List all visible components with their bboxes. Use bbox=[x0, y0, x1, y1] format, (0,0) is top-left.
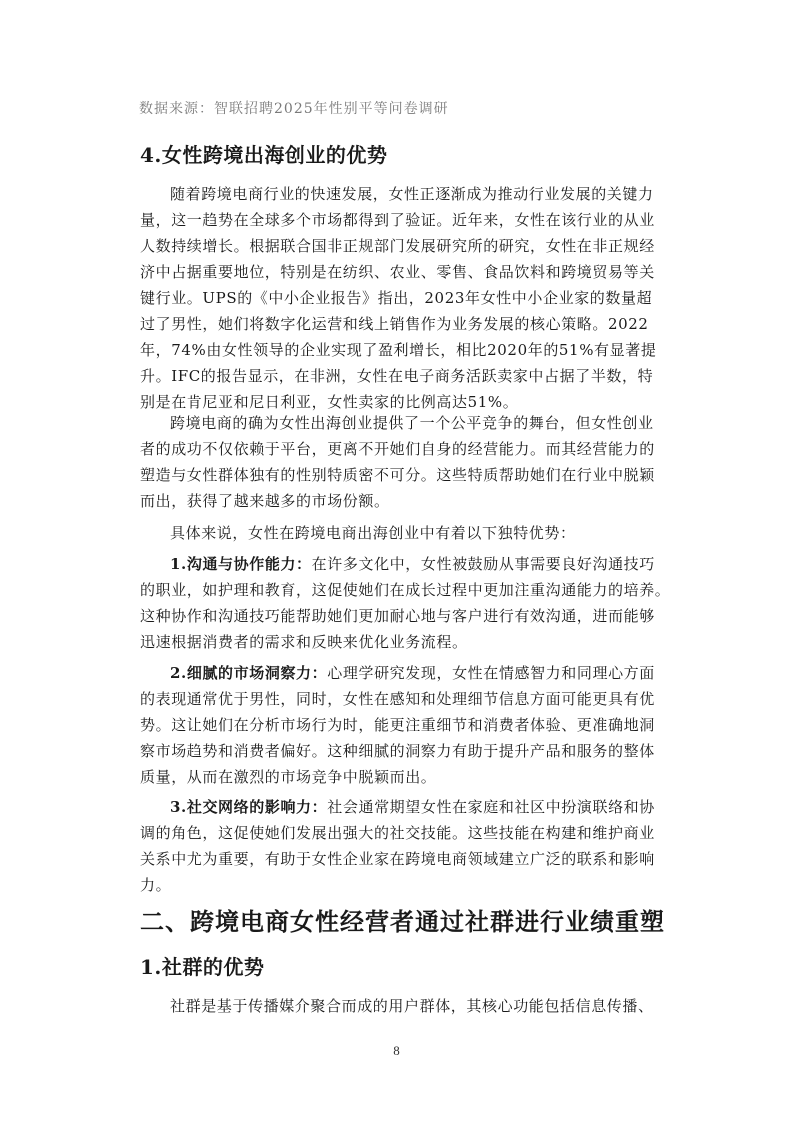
text-line bbox=[140, 660, 660, 686]
text-line: 具体来说，女性在跨境电商出海创业中有着以下独特优势： bbox=[170, 524, 576, 542]
text-line: 的表现通常优于男性，同时，女性在感知和处理细节信息方面可能更具有优 bbox=[140, 690, 655, 708]
advantage-text: 社会通常期望女性在家庭和社区中扮演联络和协 bbox=[327, 798, 655, 816]
advantage-lead: 3.社交网络的影响力： bbox=[170, 798, 328, 816]
text-line: 键行业。UPS的《中小企业报告》指出，2023年女性中小企业家的数量超 bbox=[140, 289, 653, 307]
paragraph-intro bbox=[140, 181, 660, 415]
advantage-text: 在许多文化中，女性被鼓励从事需要良好沟通技巧 bbox=[311, 555, 655, 573]
text-line: 跨境电商的确为女性出海创业提供了一个公平竞争的舞台，但女性创业 bbox=[170, 414, 654, 432]
text-line: 量，这一趋势在全球多个市场都得到了验证。近年来，女性在该行业的从业 bbox=[140, 211, 655, 229]
page-number: 8 bbox=[393, 1043, 400, 1058]
text-line: 年，74%由女性领导的企业实现了盈利增长，相比2020年的51%有显著提 bbox=[140, 341, 657, 359]
text-line: 社群是基于传播媒介聚合而成的用户群体，其核心功能包括信息传播、 bbox=[170, 997, 654, 1015]
text-line: 者的成功不仅依赖于平台，更离不开她们自身的经营能力。而其经营能力的 bbox=[140, 440, 655, 458]
advantage-social-network bbox=[140, 794, 660, 898]
text-line: 察市场趋势和消费者偏好。这种细腻的洞察力有助于提升产品和服务的整体 bbox=[140, 742, 655, 760]
advantage-communication bbox=[140, 551, 671, 655]
text-line: 调的角色，这促使她们发展出强大的社交技能。这些技能在构建和维护商业 bbox=[140, 824, 655, 842]
text-line: 随着跨境电商行业的快速发展，女性正逐渐成为推动行业发展的关键力 bbox=[170, 185, 654, 203]
text-line: 势。这让她们在分析市场行为时，能更注重细节和消费者体验、更准确地洞 bbox=[140, 716, 655, 734]
advantage-lead: 1.沟通与协作能力： bbox=[170, 555, 312, 573]
subsection-heading: 1.社群的优势 bbox=[140, 955, 265, 979]
text-line: 质量，从而在激烈的市场竞争中脱颖而出。 bbox=[140, 768, 437, 786]
section-heading: 4.女性跨境出海创业的优势 bbox=[140, 143, 388, 167]
data-source-note: 数据来源：智联招聘2025年性别平等问卷调研 bbox=[139, 101, 449, 117]
text-line: 人数持续增长。根据联合国非正规部门发展研究所的研究，女性在非正规经 bbox=[140, 237, 655, 255]
text-line: 别是在肯尼亚和尼日利亚，女性卖家的比例高达51%。 bbox=[140, 393, 519, 411]
text-line: 济中占据重要地位，特别是在纺织、农业、零售、食品饮料和跨境贸易等关 bbox=[140, 263, 655, 281]
text-line bbox=[140, 794, 660, 820]
paragraph-platform bbox=[140, 410, 660, 514]
text-line: 过了男性，她们将数字化运营和线上销售作为业务发展的核心策略。2022 bbox=[140, 315, 649, 333]
text-line: 升。IFC的报告显示，在非洲，女性在电子商务活跃卖家中占据了半数，特 bbox=[140, 367, 654, 385]
paragraph-community bbox=[140, 993, 660, 1019]
text-line: 塑造与女性群体独有的性别特质密不可分。这些特质帮助她们在行业中脱颖 bbox=[140, 466, 655, 484]
text-line: 力。 bbox=[140, 876, 172, 894]
advantage-lead: 2.细腻的市场洞察力： bbox=[170, 664, 328, 682]
text-line: 的职业，如护理和教育，这促使她们在成长过程中更加注重沟通能力的培养。 bbox=[140, 581, 671, 599]
text-line: 关系中尤为重要，有助于女性企业家在跨境电商领域建立广泛的联系和影响 bbox=[140, 850, 655, 868]
text-line: 而出，获得了越来越多的市场份额。 bbox=[140, 492, 390, 510]
text-line: 这种协作和沟通技巧能帮助她们更加耐心地与客户进行有效沟通，进而能够 bbox=[140, 607, 655, 625]
advantage-market-insight bbox=[140, 660, 660, 790]
paragraph-advantages-intro bbox=[140, 520, 660, 546]
text-line bbox=[140, 551, 660, 577]
text-line: 迅速根据消费者的需求和反映来优化业务流程。 bbox=[140, 633, 468, 651]
advantage-text: 心理学研究发现，女性在情感智力和同理心方面 bbox=[327, 664, 655, 682]
chapter-heading: 二、跨境电商女性经营者通过社群进行业绩重塑 bbox=[140, 907, 665, 936]
